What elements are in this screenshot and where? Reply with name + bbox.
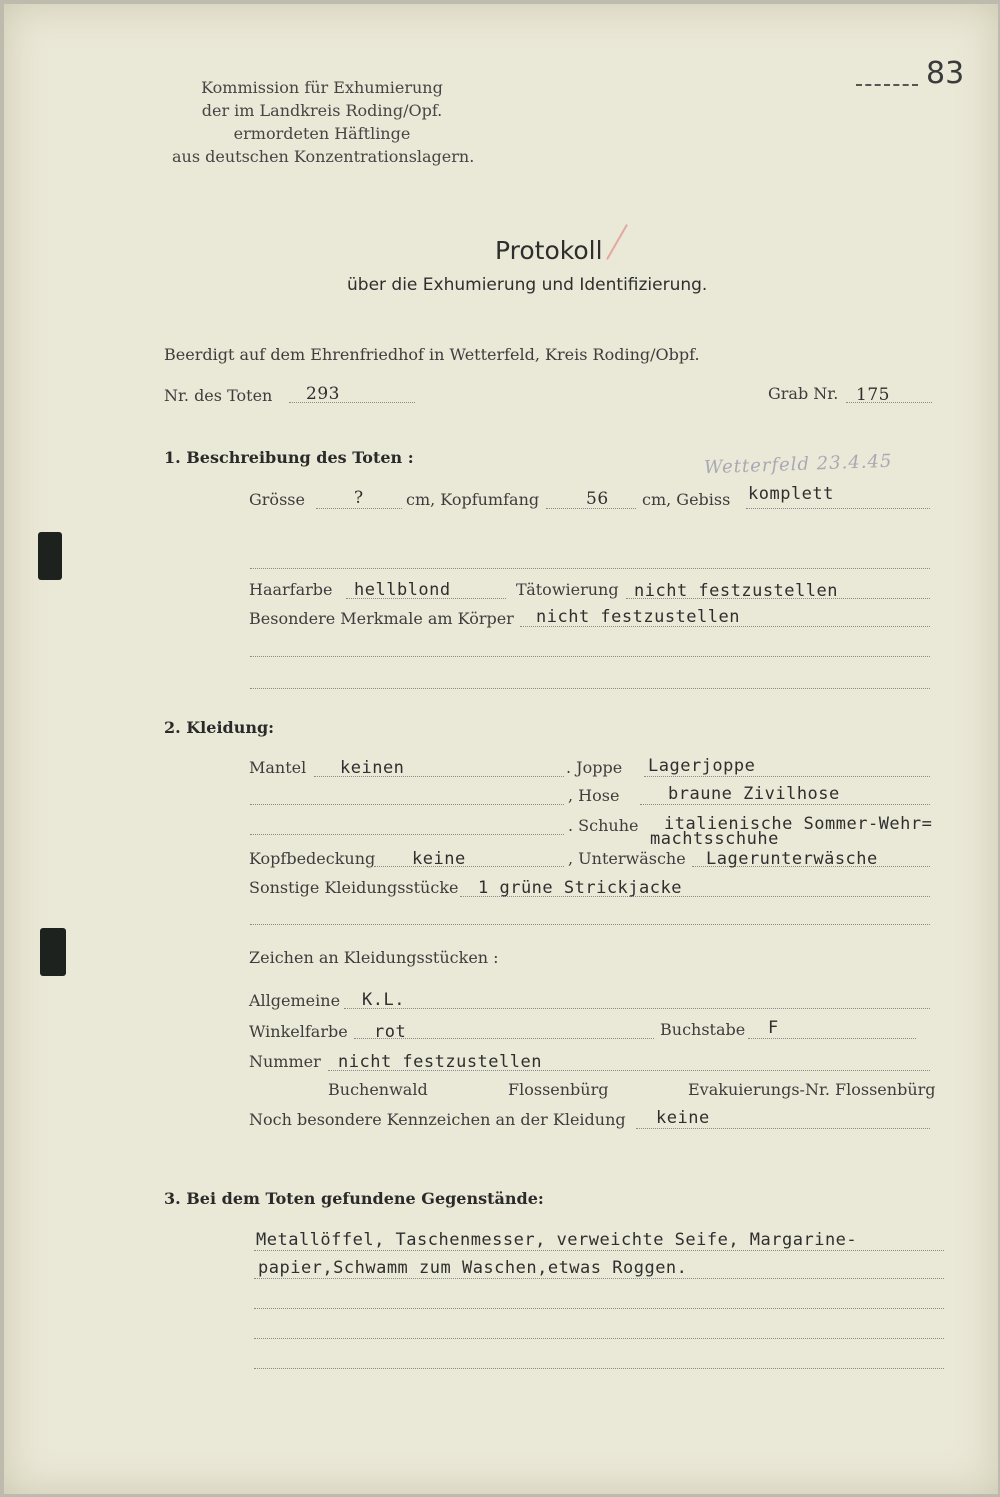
triangle-color-label: Winkelfarbe	[249, 1022, 348, 1041]
tattoo-value: nicht festzustellen	[634, 581, 838, 601]
page-number-dashes	[856, 84, 918, 86]
commission-header	[172, 76, 475, 168]
document-page	[4, 4, 998, 1494]
header-line: aus deutschen Konzentrationslagern.	[172, 147, 475, 166]
jacket-value: Lagerjoppe	[648, 756, 756, 776]
headwear-value: keine	[412, 849, 466, 869]
special-marks-value: nicht festzustellen	[536, 607, 740, 627]
binder-hole-top	[38, 532, 62, 580]
section-3-heading: 3. Bei dem Toten gefundene Gegenstände:	[164, 1189, 544, 1208]
document-title: Protokoll	[495, 236, 603, 265]
letter-value: F	[768, 1018, 779, 1038]
document-subtitle: über die Exhumierung und Identifizierung.	[347, 275, 708, 295]
section-2-heading: 2. Kleidung:	[164, 718, 275, 737]
hair-color-value: hellblond	[354, 580, 451, 600]
shoes-value: italienische Sommer-Wehr=	[664, 814, 933, 834]
header-line: der im Landkreis Roding/Opf.	[201, 101, 443, 120]
camp-flossenbuerg: Flossenbürg	[508, 1080, 609, 1099]
clothing-marks-heading: Zeichen an Kleidungsstücken :	[249, 948, 499, 967]
special-marks-label: Besondere Merkmale am Körper	[249, 609, 514, 628]
number-label: Nummer	[249, 1052, 321, 1071]
other-clothing-label: Sonstige Kleidungsstücke	[249, 878, 459, 897]
headwear-label: Kopfbedeckung	[249, 849, 376, 868]
header-line: Kommission für Exhumierung	[201, 78, 443, 97]
other-clothing-value: 1 grüne Strickjacke	[478, 878, 682, 898]
tattoo-label: Tätowierung	[516, 580, 619, 599]
further-marks-label: Noch besondere Kennzeichen an der Kleidung	[249, 1110, 626, 1129]
found-items-line-1: Metallöffel, Taschenmesser, verweichte Seife, Margarine-	[256, 1230, 858, 1250]
head-circumference-value: 56	[586, 489, 609, 509]
page-number: 83	[926, 56, 965, 91]
hair-color-label: Haarfarbe	[249, 580, 333, 599]
binder-hole-bottom	[40, 928, 66, 976]
section-1-heading: 1. Beschreibung des Toten :	[164, 448, 414, 467]
grave-number-label: Grab Nr.	[768, 384, 839, 403]
burial-text-2: Kreis Roding/Obpf.	[539, 345, 700, 364]
dead-number-value: 293	[306, 384, 340, 404]
red-tick-mark	[606, 224, 628, 260]
teeth-label: cm, Gebiss	[642, 490, 731, 509]
triangle-color-value: rot	[374, 1022, 407, 1042]
trousers-label: , Hose	[568, 786, 620, 805]
jacket-label: . Joppe	[566, 758, 623, 777]
coat-value: keinen	[340, 758, 405, 778]
evacuation-number-label: Evakuierungs-Nr. Flossenbürg	[688, 1080, 936, 1099]
burial-line	[164, 345, 700, 364]
coat-label: Mantel	[249, 758, 307, 777]
shoes-value-continued: machtsschuhe	[650, 829, 779, 849]
further-marks-value: keine	[656, 1108, 710, 1128]
found-items-line-2: papier,Schwamm zum Waschen,etwas Roggen.	[258, 1258, 688, 1278]
teeth-value: komplett	[748, 484, 834, 504]
letter-label: Buchstabe	[660, 1020, 746, 1039]
height-label: Grösse	[249, 490, 305, 509]
shoes-label: . Schuhe	[568, 816, 639, 835]
dead-number-label: Nr. des Toten	[164, 386, 273, 405]
general-value: K.L.	[362, 990, 405, 1010]
general-label: Allgemeine	[249, 991, 341, 1010]
handwritten-annotation: Wetterfeld 23.4.45	[703, 450, 893, 479]
grave-number-value: 175	[856, 385, 890, 405]
burial-place: Wetterfeld,	[449, 345, 540, 364]
header-line: ermordeten Häftlinge	[233, 124, 411, 143]
trousers-value: braune Zivilhose	[668, 784, 840, 804]
underwear-label: , Unterwäsche	[568, 849, 686, 868]
head-circumference-label: cm, Kopfumfang	[406, 490, 540, 509]
height-value: ?	[354, 488, 364, 508]
camp-buchenwald: Buchenwald	[328, 1080, 428, 1099]
underwear-value: Lagerunterwäsche	[706, 849, 878, 869]
number-value: nicht festzustellen	[338, 1052, 542, 1072]
burial-text-1: Beerdigt auf dem Ehrenfriedhof in	[164, 345, 450, 364]
